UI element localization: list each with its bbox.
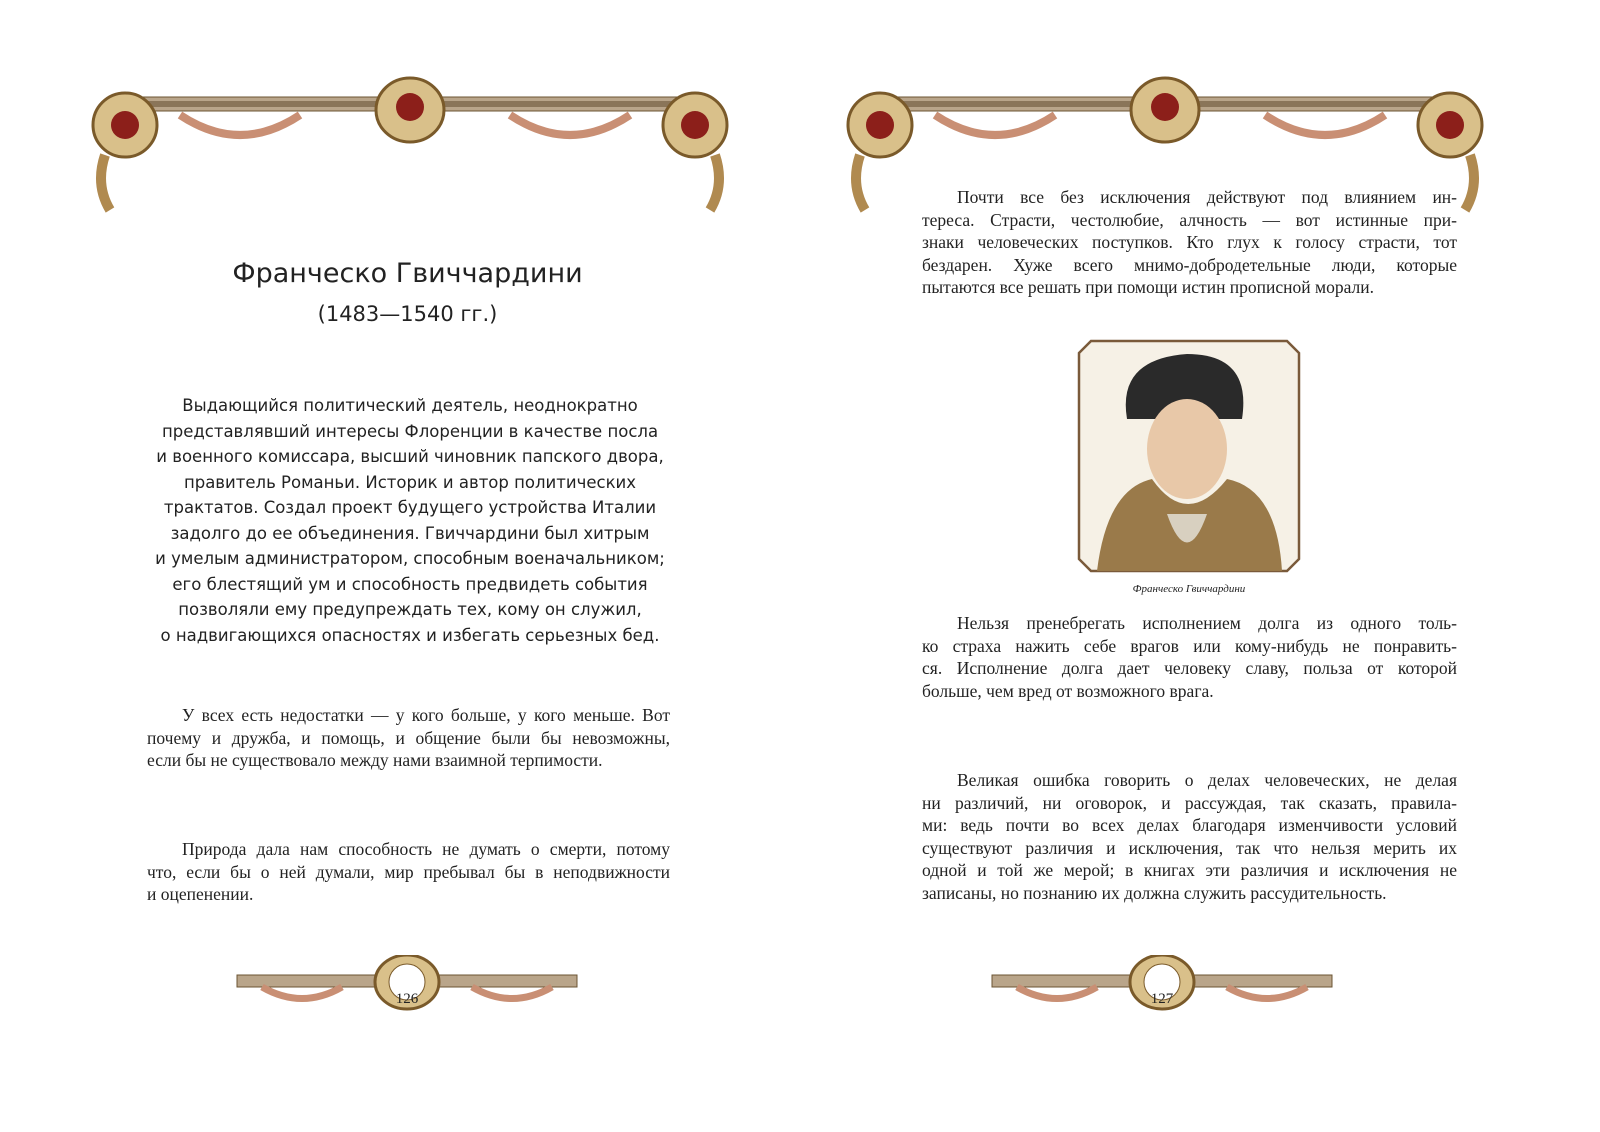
- life-dates: (1483—1540 гг.): [317, 302, 498, 326]
- biography-intro: [150, 393, 670, 648]
- intro-line: задолго до ее объединения. Гвиччардини был хитрым: [170, 523, 650, 543]
- intro-line: трактатов. Создал проект будущего устройства Италии: [163, 498, 657, 517]
- line: ми: ведь почти во всех делах благодаря изменчивости условий: [922, 815, 1457, 835]
- line: ся. Исполнение долга дает человеку славу, польза от которой: [922, 658, 1457, 678]
- line: знаки человеческих поступков. Кто глух к голосу страсти, тот: [922, 232, 1457, 252]
- page-number: 127: [1150, 991, 1174, 1007]
- quote-paragraph: [922, 186, 1457, 299]
- intro-line: и военного комиссара, высший чиновник папского двора,: [156, 447, 664, 466]
- quote-paragraph: [147, 704, 670, 772]
- quote-paragraph: [922, 769, 1457, 904]
- line: У всех есть недостатки — у кого больше, у кого меньше. Вот: [182, 705, 670, 725]
- intro-line: позволяли ему предупреждать тех, кому он служил,: [178, 600, 642, 619]
- intro-line: и умелым администратором, способным военачальником;: [155, 549, 665, 568]
- footer-ornament-right: [987, 955, 1337, 1020]
- intro-line: Выдающийся политический деятель, неоднократно: [182, 396, 638, 415]
- line: бездарен. Хуже всего мнимо-добродетельные люди, которые: [922, 254, 1457, 275]
- line: ни различий, ни оговорок, и рассуждая, так сказать, правила-: [922, 792, 1457, 813]
- page-number: 126: [395, 991, 419, 1007]
- portrait-caption: Франческо Гвиччардини: [1132, 583, 1246, 595]
- intro-line: его блестящий ум и способность предвидеть события: [172, 574, 648, 594]
- line: существуют различия и исключения, так что нельзя мерить их: [922, 837, 1457, 858]
- portrait-image: [1077, 339, 1301, 573]
- line: Великая ошибка говорить о делах человеческих, не делая: [957, 770, 1457, 790]
- footer-ornament-left: [232, 955, 582, 1020]
- line: пытаются все решать при помощи истин прописной морали.: [922, 277, 1374, 297]
- line: Почти все без исключения действуют под влиянием ин-: [957, 187, 1457, 207]
- intro-line: правитель Романьи. Историк и автор политических: [183, 472, 637, 492]
- line: что, если бы о ней думали, мир пребывал бы в неподвижности: [147, 861, 670, 882]
- line: Природа дала нам способность не думать о смерти, потому: [182, 839, 670, 859]
- quote-paragraph: [922, 612, 1457, 702]
- header-ornament-left: [90, 75, 730, 215]
- quote-paragraph: [147, 838, 670, 906]
- line: тереса. Страсти, честолюбие, алчность — вот истинные при-: [922, 209, 1457, 230]
- line: если бы не существовало между нами взаимной терпимости.: [147, 750, 603, 770]
- line: больше, чем вред от возможного врага.: [922, 680, 1214, 701]
- line: одной и той же мерой; в книгах эти различия и исключения не: [922, 860, 1457, 880]
- line: и оцепенении.: [147, 884, 254, 904]
- line: ко страха нажить себе врагов или кому-нибудь не понравить-: [922, 635, 1457, 656]
- intro-line: о надвигающихся опасностях и избегать серьезных бед.: [160, 625, 660, 645]
- line: Нельзя пренебрегать исполнением долга из одного толь-: [957, 613, 1457, 633]
- page-title: Франческо Гвиччардини: [232, 258, 583, 289]
- line: записаны, но познанию их должна служить рассудительность.: [922, 882, 1387, 903]
- line: почему и дружба, и помощь, и общение были бы невозможны,: [147, 727, 670, 748]
- intro-line: представлявший интересы Флоренции в качестве посла: [161, 421, 659, 441]
